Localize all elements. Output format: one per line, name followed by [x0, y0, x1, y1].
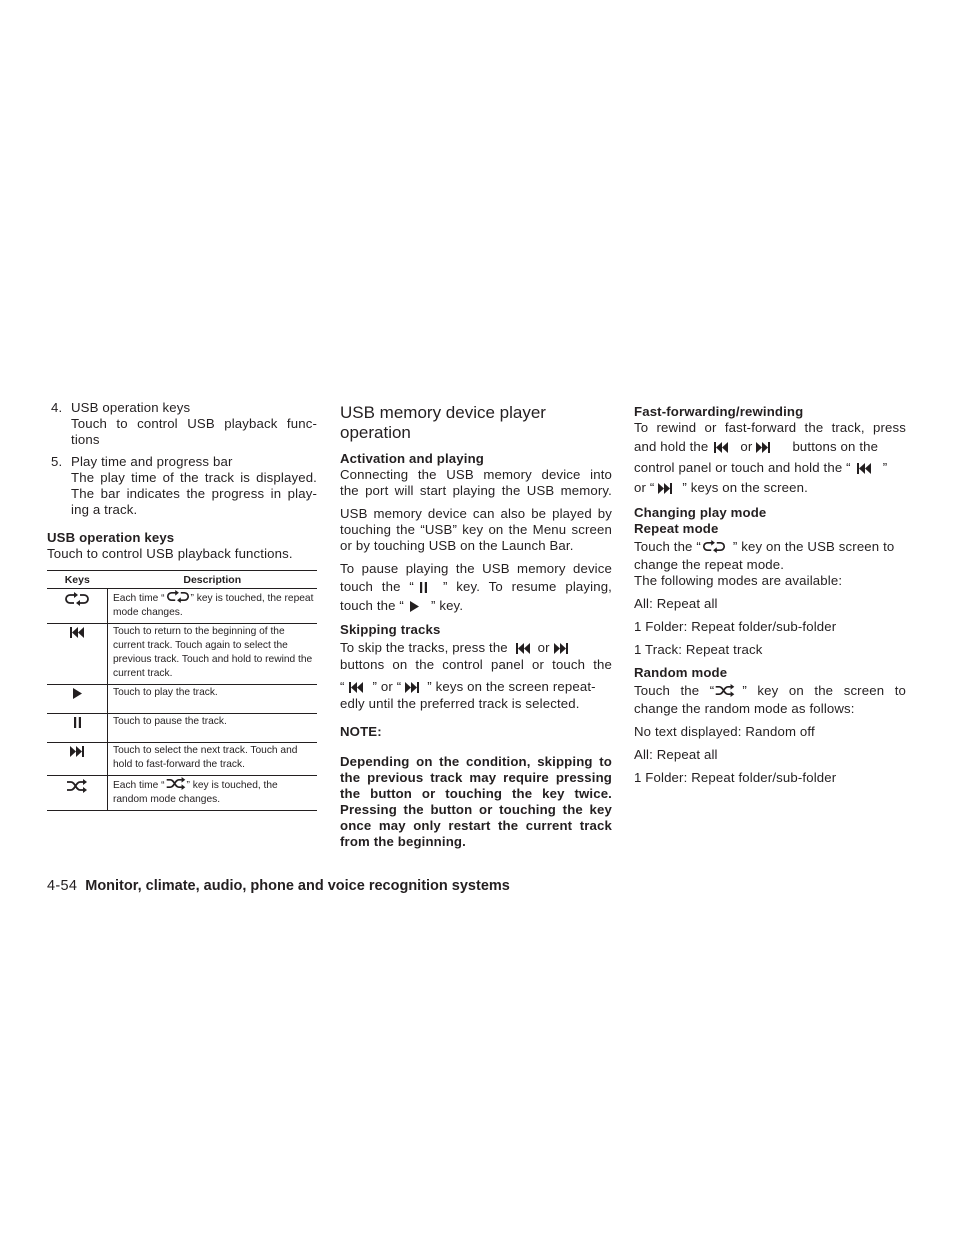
skip-back-icon: [70, 627, 84, 638]
description-cell: Touch to pause the track.: [108, 714, 318, 743]
list-item-body: The bar indicates the progress in play-: [71, 486, 317, 501]
table-row: [47, 589, 317, 624]
list-item-5: [47, 454, 317, 518]
description-cell: Touch to return to the beginning of the current track. Touch again to select the previous track. Touch and hold to rewind the current track.: [108, 624, 318, 685]
table-row: [47, 743, 317, 776]
table-header-row: [47, 571, 317, 589]
shuffle-icon: [165, 777, 187, 790]
key-cell: [47, 743, 108, 776]
section-title: USB memory device player operation: [340, 403, 546, 442]
skipping-heading: Skipping tracks: [340, 622, 441, 637]
play-icon: [410, 601, 419, 612]
description-cell: Each time “ ” key is touched, the random mode changes.: [108, 776, 318, 811]
changing-mode-heading: Changing play mode: [634, 505, 767, 520]
list-item-title: Play time and progress bar: [71, 454, 233, 469]
list-item-4: [47, 400, 317, 448]
repeat-mode-heading: Repeat mode: [634, 521, 719, 536]
note-label: NOTE:: [340, 724, 382, 739]
list-item-title: USB operation keys: [71, 400, 191, 415]
right-column: Fast-forwarding/rewinding To rewind or fast-forward the track, press and hold the or buttons on the control panel or touch and hold the “ ” or “ ” keys on the screen. Changing play mode Repeat mode Touch the “ ” key on the USB screen to change the repeat mode. The following modes are available: All: Repeat all 1 Folder: Repeat folder/sub-folder 1 Track: Repeat track Random mode Touch the “ ” key on the screen to change the random mode as follows: No text displayed: Random off All: Repeat all 1 Folder: Repeat folder/sub-folder: [634, 404, 907, 785]
skip-forward-icon: [70, 746, 84, 757]
list-number: 4.: [51, 400, 63, 415]
skip-back-icon: [857, 463, 871, 474]
table-row: [47, 776, 317, 811]
description-cell: Touch to select the next track. Touch and hold to fast-forward the track.: [108, 743, 318, 776]
key-cell: [47, 589, 108, 624]
middle-column: USB memory device player operation Activation and playing Connecting the USB memory device into the port will start playing the USB memory. USB memory device can also be played by touching the “USB” key on the Menu screen or by touching USB on the Launch Bar. To pause playing the USB memory device touch the “ ” key. To resume playing, touch the “ ” key. Skipping tracks To skip the tracks, press the or buttons on the control panel or touch the “ ” or “ ” keys on the screen repeat- edly until the preferred track is selected. NOTE: Depending on the condition, skipping to the previous track may require pressing the button or touching the key twice. Pressing the button or touching the key once may only restart the current track from the beginning.: [340, 403, 612, 849]
key-cell: [47, 776, 108, 811]
shuffle-icon: [66, 779, 88, 793]
description-column-header: Description: [108, 571, 318, 589]
skip-back-icon: [516, 643, 530, 654]
table-row: [47, 714, 317, 743]
list-number: 5.: [51, 454, 63, 469]
skip-forward-icon: [405, 682, 419, 693]
description-cell: Touch to play the track.: [108, 685, 318, 714]
list-item-body: tions: [71, 432, 100, 447]
description-cell: Each time “ ” key is touched, the repeat mode changes.: [108, 589, 318, 624]
usb-keys-table: [47, 570, 317, 811]
page-number: 4-54: [47, 878, 78, 894]
ff-heading: Fast-forwarding/rewinding: [634, 404, 804, 419]
repeat-icon: [701, 540, 727, 553]
skip-forward-icon: [658, 483, 672, 494]
left-column: [47, 400, 317, 811]
list-item-body: ing a track.: [71, 502, 138, 517]
skip-forward-icon: [756, 442, 770, 453]
usb-keys-intro: Touch to control USB playback functions.: [47, 546, 293, 561]
activation-heading: Activation and playing: [340, 451, 484, 466]
keys-column-header: Keys: [47, 571, 108, 589]
table-row: [47, 624, 317, 685]
chapter-title: Monitor, climate, audio, phone and voice recognition systems: [85, 878, 510, 894]
repeat-icon: [165, 590, 191, 603]
note-body: Depending on the condition, skipping to the previous track may require pressing the button or touching the key twice. Pressing the button or touching the key once may only restart the current track from the beginning.: [340, 754, 612, 849]
pause-icon: [420, 582, 427, 593]
skip-back-icon: [714, 442, 728, 453]
random-mode-heading: Random mode: [634, 665, 728, 680]
skip-forward-icon: [554, 643, 568, 654]
key-cell: [47, 624, 108, 685]
list-item-body: Touch to control USB playback func-: [71, 416, 317, 431]
table-row: [47, 685, 317, 714]
list-item-body: The play time of the track is displayed.: [71, 470, 317, 485]
usb-keys-heading: USB operation keys: [47, 530, 175, 545]
skip-back-icon: [349, 682, 363, 693]
shuffle-icon: [714, 684, 736, 697]
repeat-icon: [64, 592, 90, 606]
play-icon: [73, 688, 82, 699]
pause-icon: [74, 717, 81, 728]
key-cell: [47, 685, 108, 714]
page-footer: [47, 877, 510, 895]
key-cell: [47, 714, 108, 743]
